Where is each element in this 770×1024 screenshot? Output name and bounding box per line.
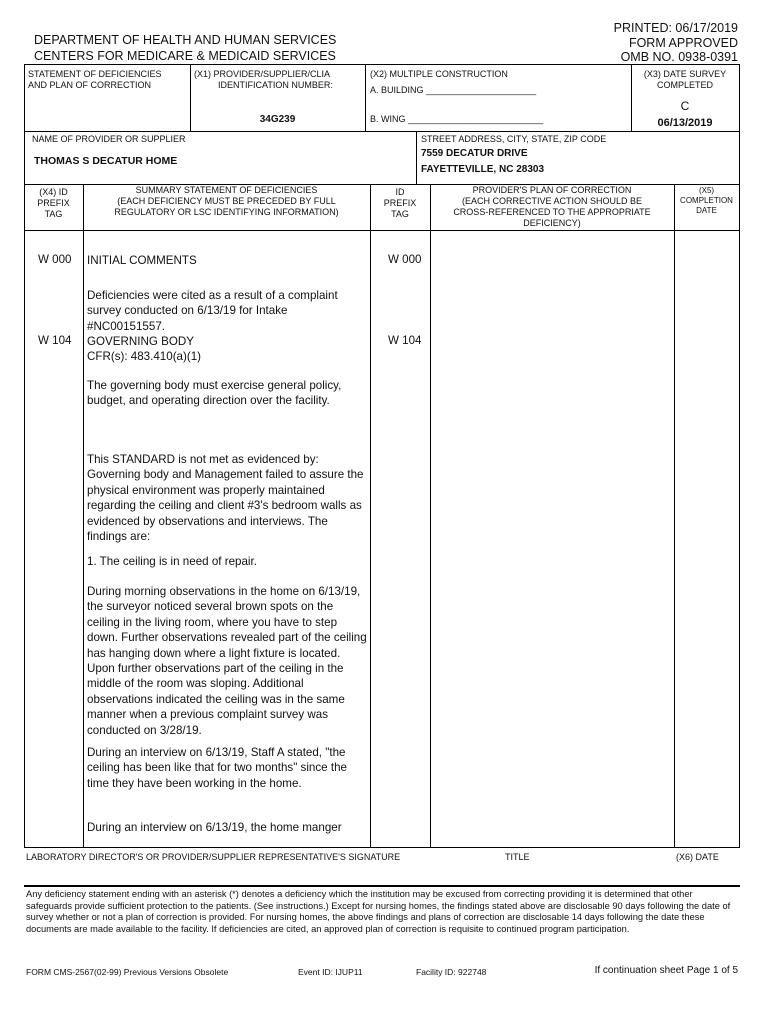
- x4-header-3: TAG: [44, 209, 63, 219]
- omb-number: OMB NO. 0938-0391: [620, 50, 738, 64]
- plan-header-3: CROSS-REFERENCED TO THE APPROPRIATE: [453, 207, 651, 217]
- summary-header-1: SUMMARY STATEMENT OF DEFICIENCIES: [135, 185, 318, 195]
- x1-label-2: IDENTIFICATION NUMBER:: [218, 80, 333, 90]
- statement-label-2: AND PLAN OF CORRECTION: [28, 80, 152, 90]
- x5-header-3: DATE: [696, 206, 717, 215]
- department-line-2: CENTERS FOR MEDICARE & MEDICAID SERVICES: [34, 49, 336, 63]
- plan-header-1: PROVIDER'S PLAN OF CORRECTION: [472, 185, 632, 195]
- plan-header-2: (EACH CORRECTIVE ACTION SHOULD BE: [461, 196, 643, 206]
- initial-comments-heading: INITIAL COMMENTS: [87, 254, 197, 267]
- tag-w104-right: W 104: [388, 334, 422, 347]
- x4-header-2: PREFIX: [37, 198, 70, 208]
- observations-paragraph: During morning observations in the home on 6/13/19, the surveyor noticed several brown spots on the ceiling in the living room, where you have to step down. Further observations revealed part of the ceiling has hanging down where a light fixture is located. Upon further observations part of the ceiling in the middle of the room was sloping. Additional observations indicated the ceiling was in the same manner when a previous complaint survey was conducted on 3/28/19.: [87, 585, 367, 737]
- continuation-page: If continuation sheet Page 1 of 5: [594, 965, 738, 976]
- department-line-1: DEPARTMENT OF HEALTH AND HUMAN SERVICES: [34, 33, 337, 47]
- complaint-paragraph: Deficiencies were cited as a result of a complaint survey conducted on 6/13/19 for Intake #NC00151557.: [87, 289, 338, 333]
- summary-header-2: (EACH DEFICIENCY MUST BE PRECEDED BY FULL: [117, 196, 336, 206]
- facility-id: Facility ID: 922748: [416, 967, 487, 977]
- provider-id-number: 34G239: [259, 114, 296, 125]
- address-line-2: FAYETTEVILLE, NC 28303: [421, 164, 545, 175]
- summary-header-3: REGULATORY OR LSC IDENTIFYING INFORMATION): [114, 207, 339, 217]
- x3-label-2: COMPLETED: [656, 80, 713, 90]
- signature-label: LABORATORY DIRECTOR'S OR PROVIDER/SUPPLIER REPRESENTATIVE'S SIGNATURE: [26, 852, 401, 862]
- manager-interview-paragraph: During an interview on 6/13/19, the home manger: [87, 821, 342, 834]
- cfr-reference: CFR(s): 483.410(a)(1): [87, 350, 202, 363]
- x4-header-1: (X4) ID: [39, 187, 68, 197]
- x3-label-1: (X3) DATE SURVEY: [643, 69, 727, 79]
- standard-paragraph: This STANDARD is not met as evidenced by: Governing body and Management failed to assure the physical environment was properly maintained regarding the ceiling and client #3's bedroom walls as evidenced by observations and interviews. The findings are:: [87, 453, 364, 544]
- disclaimer-text: Any deficiency statement ending with an asterisk (*) denotes a deficiency which the institution may be excused from correcting providing it is determined that other safeguards provide sufficient protection to the patients. (See instructions.) Except for nursing homes, the findings stated above are disclosable 90 days following the date of survey whether or not a plan of correction is provided. For nursing homes, the above findings and plans of correction are disclosable 14 days following the date these documents are made available to the facility. If deficiencies are cited, an approved plan of correction is requisite to continued program participation.: [26, 889, 731, 934]
- provider-name-label: NAME OF PROVIDER OR SUPPLIER: [32, 134, 186, 144]
- wing-label: B. WING ___________________________: [370, 114, 544, 124]
- title-label: TITLE: [505, 852, 530, 862]
- statement-label-1: STATEMENT OF DEFICIENCIES: [28, 69, 162, 79]
- x6-date-label: (X6) DATE: [676, 852, 719, 862]
- survey-completed-date: 06/13/2019: [657, 117, 713, 129]
- x5-header-2: COMPLETION: [680, 196, 733, 205]
- tag-w000-left: W 000: [38, 253, 72, 266]
- address-line-1: 7559 DECATUR DRIVE: [421, 148, 528, 159]
- governing-paragraph: The governing body must exercise general policy, budget, and operating direction over the facility.: [87, 379, 342, 408]
- id-header-2: PREFIX: [383, 198, 417, 208]
- building-label: A. BUILDING ______________________: [370, 85, 537, 95]
- tag-w104-left: W 104: [38, 334, 72, 347]
- id-header-3: TAG: [391, 209, 409, 219]
- form-number: FORM CMS-2567(02-99) Previous Versions Obsolete: [26, 967, 229, 977]
- id-header-1: ID: [395, 187, 405, 197]
- printed-date: PRINTED: 06/17/2019: [613, 21, 738, 35]
- x1-label-1: (X1) PROVIDER/SUPPLIER/CLIA: [194, 69, 331, 79]
- survey-code: C: [680, 99, 690, 113]
- governing-body-heading: GOVERNING BODY: [87, 335, 194, 348]
- provider-name: THOMAS S DECATUR HOME: [34, 155, 178, 167]
- tag-w000-right: W 000: [388, 253, 422, 266]
- staff-interview-paragraph: During an interview on 6/13/19, Staff A stated, "the ceiling has been like that for two months" since the time they have been working in the home.: [87, 746, 347, 790]
- x2-label: (X2) MULTIPLE CONSTRUCTION: [370, 69, 508, 79]
- form-approved: FORM APPROVED: [628, 36, 738, 50]
- finding-1: 1. The ceiling is in need of repair.: [87, 555, 257, 568]
- address-label: STREET ADDRESS, CITY, STATE, ZIP CODE: [421, 134, 607, 144]
- event-id: Event ID: IJUP11: [298, 967, 363, 977]
- x5-header-1: (X5): [698, 186, 715, 195]
- plan-header-4: DEFICIENCY): [523, 218, 581, 228]
